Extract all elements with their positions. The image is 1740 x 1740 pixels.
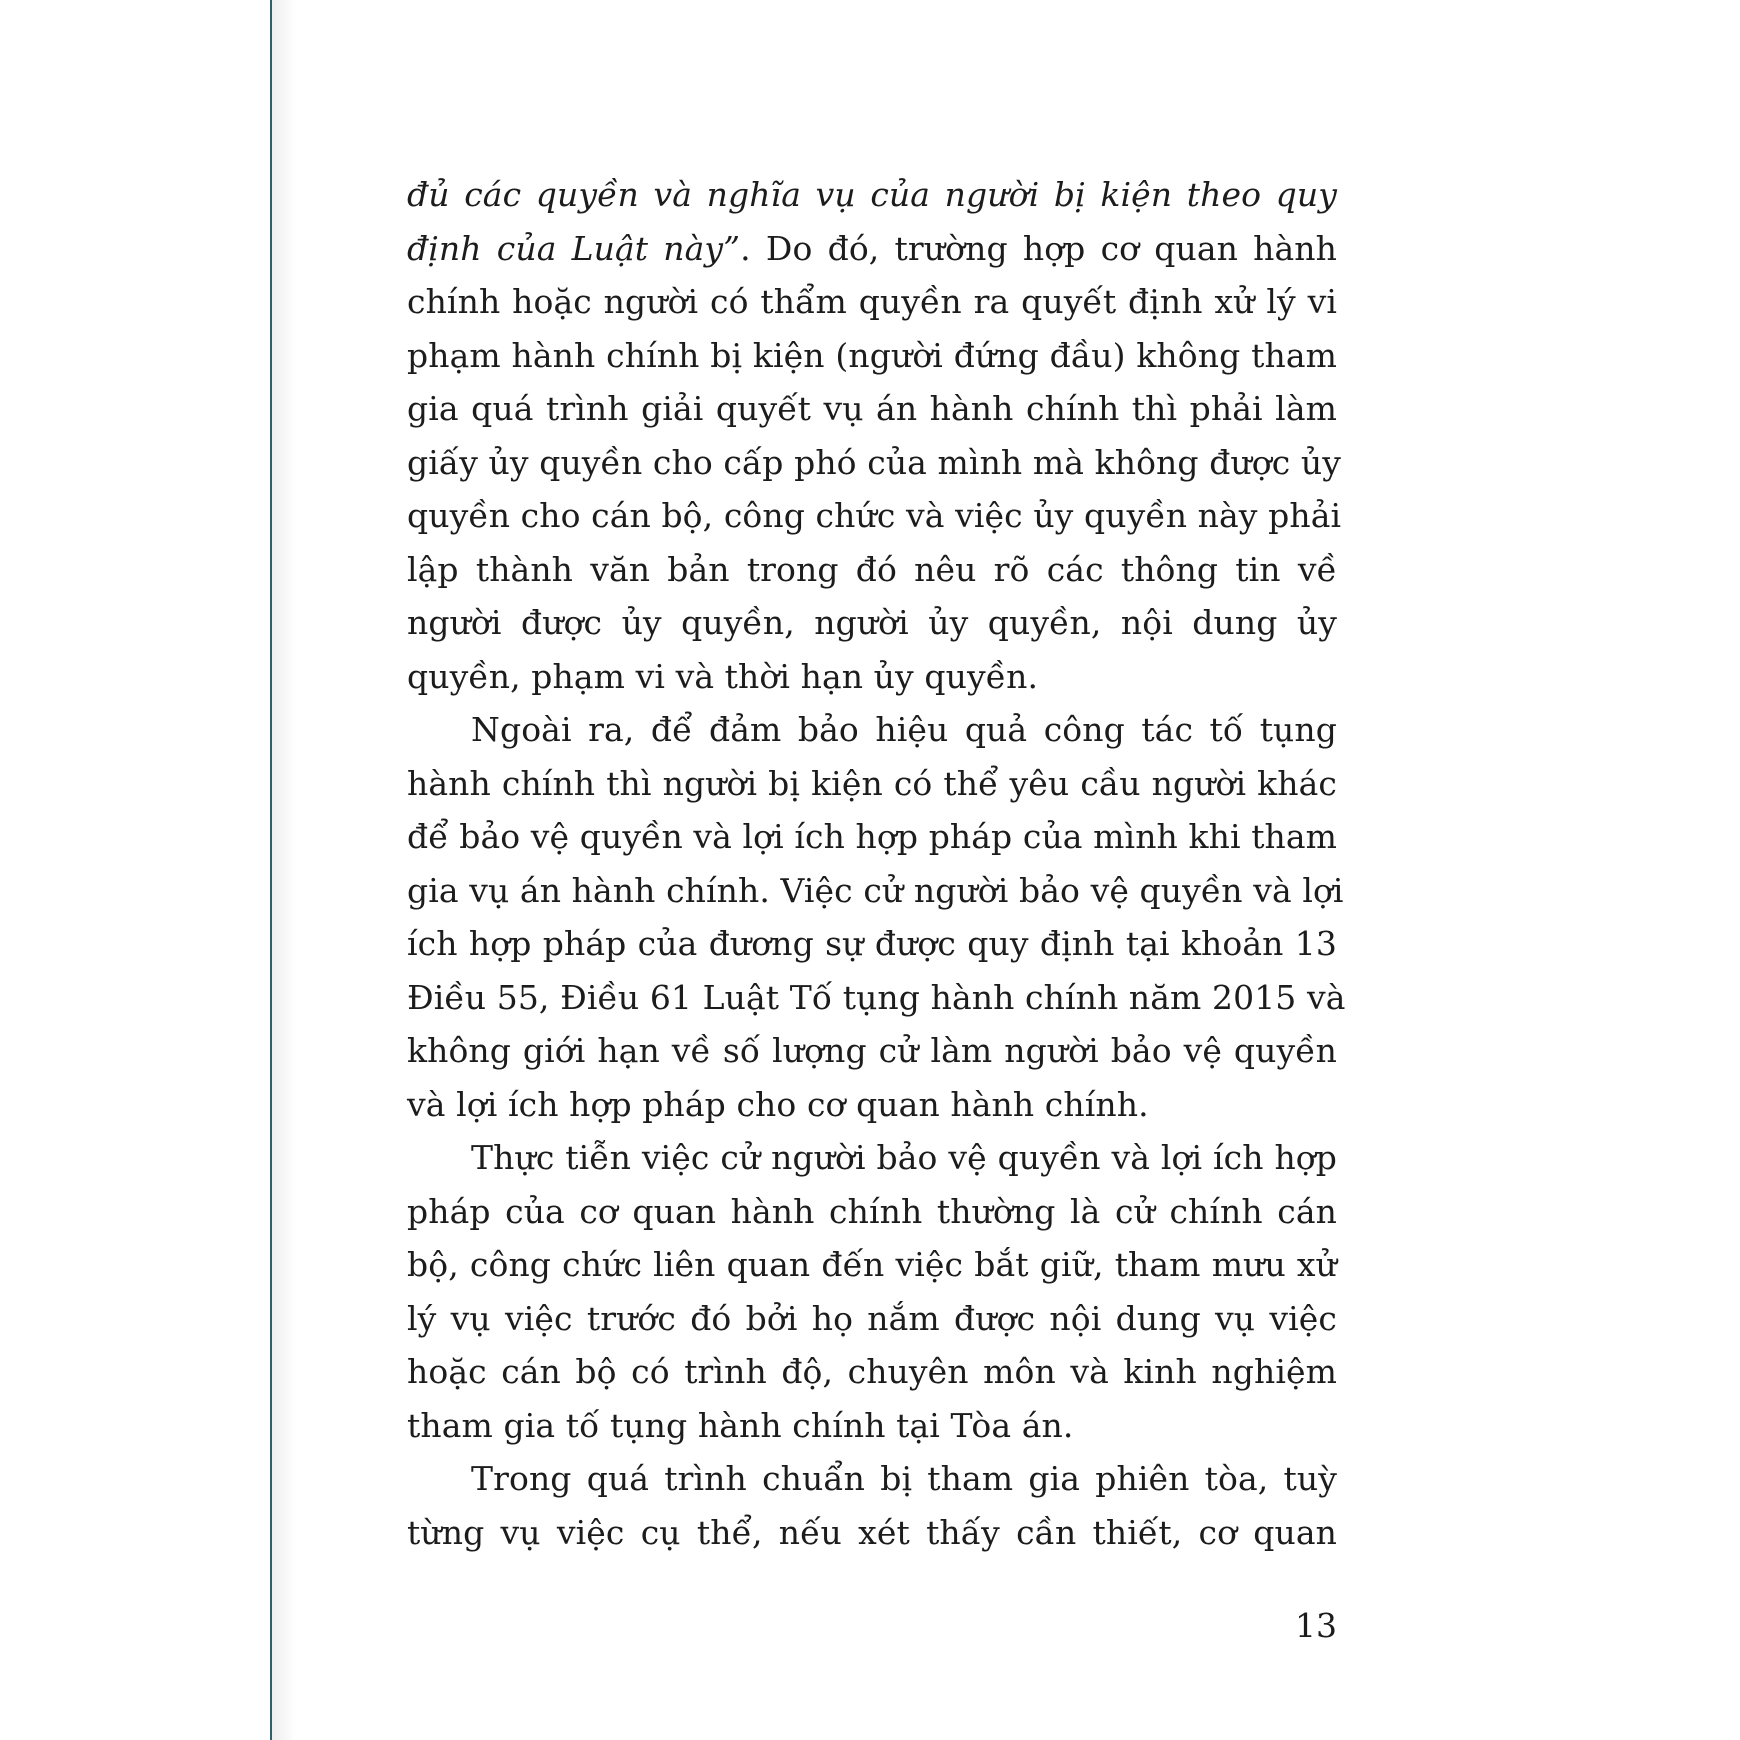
text-line (407, 1078, 1337, 1132)
regular-text: hành chính thì người bị kiện có thể yêu cầu người khác (407, 763, 1337, 803)
regular-text: không giới hạn về số lượng cử làm người bảo vệ quyền (407, 1031, 1337, 1070)
regular-text: bộ, công chức liên quan đến việc bắt giữ, tham mưu xử (407, 1245, 1337, 1284)
regular-text: quyền cho cán bộ, công chức và việc ủy quyền này phải (407, 496, 1342, 535)
regular-text: để bảo vệ quyền và lợi ích hợp pháp của mình khi tham (407, 817, 1338, 856)
text-line (407, 275, 1337, 329)
regular-text: . Do đó, trường hợp cơ quan hành (740, 228, 1337, 268)
regular-text: từng vụ việc cụ thể, nếu xét thấy cần thiết, cơ quan (407, 1512, 1337, 1552)
text-line (407, 436, 1342, 490)
text-line (407, 757, 1337, 811)
text-line (407, 168, 1337, 222)
text-line (407, 382, 1337, 436)
regular-text: và lợi ích hợp pháp cho cơ quan hành chính. (407, 1084, 1149, 1124)
text-line (407, 489, 1342, 543)
regular-text: giấy ủy quyền cho cấp phó của mình mà không được ủy (407, 442, 1342, 482)
regular-text: lập thành văn bản trong đó nêu rõ các thông tin về (407, 549, 1337, 589)
italic-text: đủ các quyền và nghĩa vụ của người bị kiện theo quy (407, 175, 1337, 214)
regular-text: quyền, phạm vi và thời hạn ủy quyền. (407, 656, 1039, 696)
regular-text: người được ủy quyền, người ủy quyền, nội dung ủy (407, 603, 1337, 642)
text-line (407, 596, 1337, 650)
paragraph-first-line (407, 1452, 1337, 1506)
paragraph-first-line (407, 1131, 1337, 1185)
regular-text: ích hợp pháp của đương sự được quy định tại khoản 13 (407, 924, 1337, 963)
text-line (407, 1238, 1337, 1292)
regular-text: Điều 55, Điều 61 Luật Tố tụng hành chính năm 2015 và (407, 977, 1346, 1017)
regular-text: Trong quá trình chuẩn bị tham gia phiên tòa, tuỳ (471, 1459, 1337, 1498)
text-line (407, 810, 1337, 864)
text-line (407, 222, 1337, 276)
regular-text: hoặc cán bộ có trình độ, chuyên môn và kinh nghiệm (407, 1352, 1337, 1391)
italic-text: định của Luật này” (407, 228, 741, 268)
body-text (407, 168, 1346, 1559)
text-line (407, 1185, 1337, 1239)
text-line (407, 1292, 1337, 1346)
text-line (407, 864, 1344, 918)
text-line (407, 1399, 1337, 1453)
page-gutter-shadow (272, 0, 296, 1740)
text-line (407, 543, 1337, 597)
regular-text: gia quá trình giải quyết vụ án hành chính thì phải làm (407, 389, 1337, 428)
regular-text: chính hoặc người có thẩm quyền ra quyết định xử lý vi (407, 282, 1337, 321)
text-line (407, 1506, 1337, 1560)
regular-text: tham gia tố tụng hành chính tại Tòa án. (407, 1405, 1074, 1445)
text-line (407, 971, 1346, 1025)
page-number: 13 (1295, 1606, 1337, 1645)
text-line (407, 1024, 1337, 1078)
text-line (407, 917, 1337, 971)
paragraph-first-line (407, 703, 1337, 757)
regular-text: phạm hành chính bị kiện (người đứng đầu) không tham (407, 335, 1337, 375)
regular-text: pháp của cơ quan hành chính thường là cử chính cán (407, 1191, 1337, 1231)
text-line (407, 650, 1337, 704)
text-line (407, 1345, 1337, 1399)
regular-text: Thực tiễn việc cử người bảo vệ quyền và lợi ích hợp (471, 1138, 1337, 1177)
regular-text: Ngoài ra, để đảm bảo hiệu quả công tác tố tụng (471, 710, 1337, 749)
text-line (407, 329, 1337, 383)
regular-text: lý vụ việc trước đó bởi họ nắm được nội dung vụ việc (407, 1298, 1337, 1338)
regular-text: gia vụ án hành chính. Việc cử người bảo vệ quyền và lợi (407, 870, 1344, 910)
